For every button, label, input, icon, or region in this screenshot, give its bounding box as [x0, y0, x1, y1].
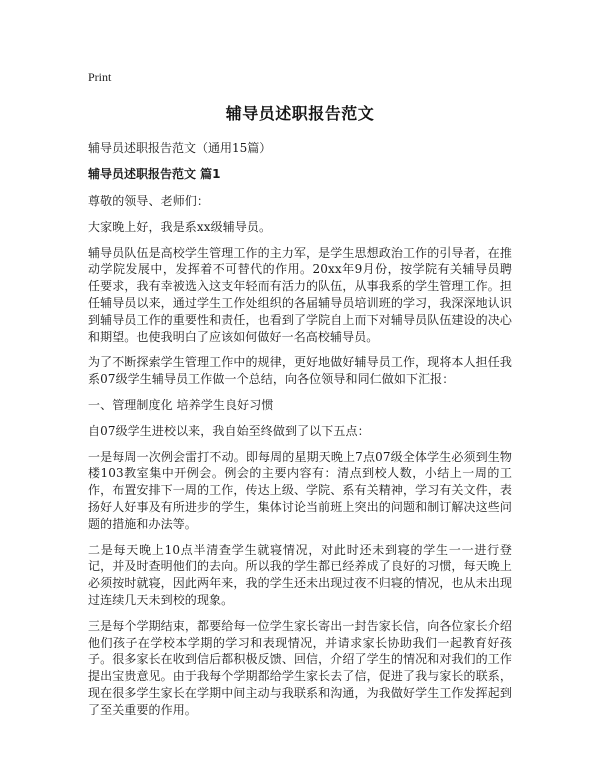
- body-paragraph: 二是每天晚上10点半清查学生就寝情况，对此时还未到寝的学生一一进行登记，并及时查明他们的去向。所以我的学生都已经养成了良好的习惯，每天晚上必须按时就寝，因此两年来，我的学生还未出现过夜不归寝的情况，也从未出现过连续几天未到校的现象。: [88, 542, 512, 607]
- body-paragraph: 自07级学生进校以来，我自始至终做到了以下五点：: [88, 423, 370, 438]
- subsection-heading: 一、管理制度化 培养学生良好习惯: [88, 397, 274, 412]
- body-paragraph: 三是每个学期结束，都要给每一位学生家长寄出一封告家长信，向各位家长介绍他们孩子在学校本学期的学习和表现情况，并请求家长协助我们一起教育好孩子。很多家长在收到信后都积极反馈、回信，介绍了学生的情况和对我们的工作提出宝贵意见。由于我每个学期都给学生家长去了信，促进了我与家长的联系，现在很多学生家长在学期中间主动与我联系和沟通，为我做好学生工作发挥起到了至关重要的作用。: [88, 618, 512, 717]
- greeting-paragraph: 大家晚上好，我是系xx级辅导员。: [88, 219, 272, 234]
- body-paragraph: 一是每周一次例会雷打不动。即每周的星期天晚上7点07级全体学生必须到生物楼103教室集中开例会。例会的主要内容有：清点到校人数，小结上一周的工作，布置安排下一周的工作，传达上级、学院、系有关精神，学习有关文件，表扬好人好事及有所进步的学生，集体讨论当前班上突出的问题和制订解决这些问题的措施和办法等。: [88, 449, 512, 531]
- document-subtitle: 辅导员述职报告范文（通用15篇）: [88, 141, 272, 155]
- page-title: 辅导员述职报告范文: [225, 104, 375, 123]
- body-paragraph: 为了不断探索学生管理工作中的规律，更好地做好辅导员工作，现将本人担任我系07级学生辅导员工作做一个总结，向各位领导和同仁做如下汇报：: [88, 355, 512, 387]
- section-heading: 辅导员述职报告范文 篇1: [88, 167, 221, 181]
- print-label: Print: [88, 70, 112, 84]
- salutation-paragraph: 尊敬的领导、老师们：: [88, 194, 210, 208]
- body-paragraph: 辅导员队伍是高校学生管理工作的主力军，是学生思想政治工作的引导者，在推动学院发展中，发挥着不可替代的作用。20xx年9月份，按学院有关辅导员聘任要求，我有幸被选入这支年轻而有活力的队伍，从事我系的学生管理工作。担任辅导员以来，通过学生工作处组织的各届辅导员培训班的学习，我深深地认识到辅导员工作的重要性和责任，也看到了学院自上而下对辅导员队伍建设的决心和期望。也使我明白了应该如何做好一名高校辅导员。: [88, 245, 512, 344]
